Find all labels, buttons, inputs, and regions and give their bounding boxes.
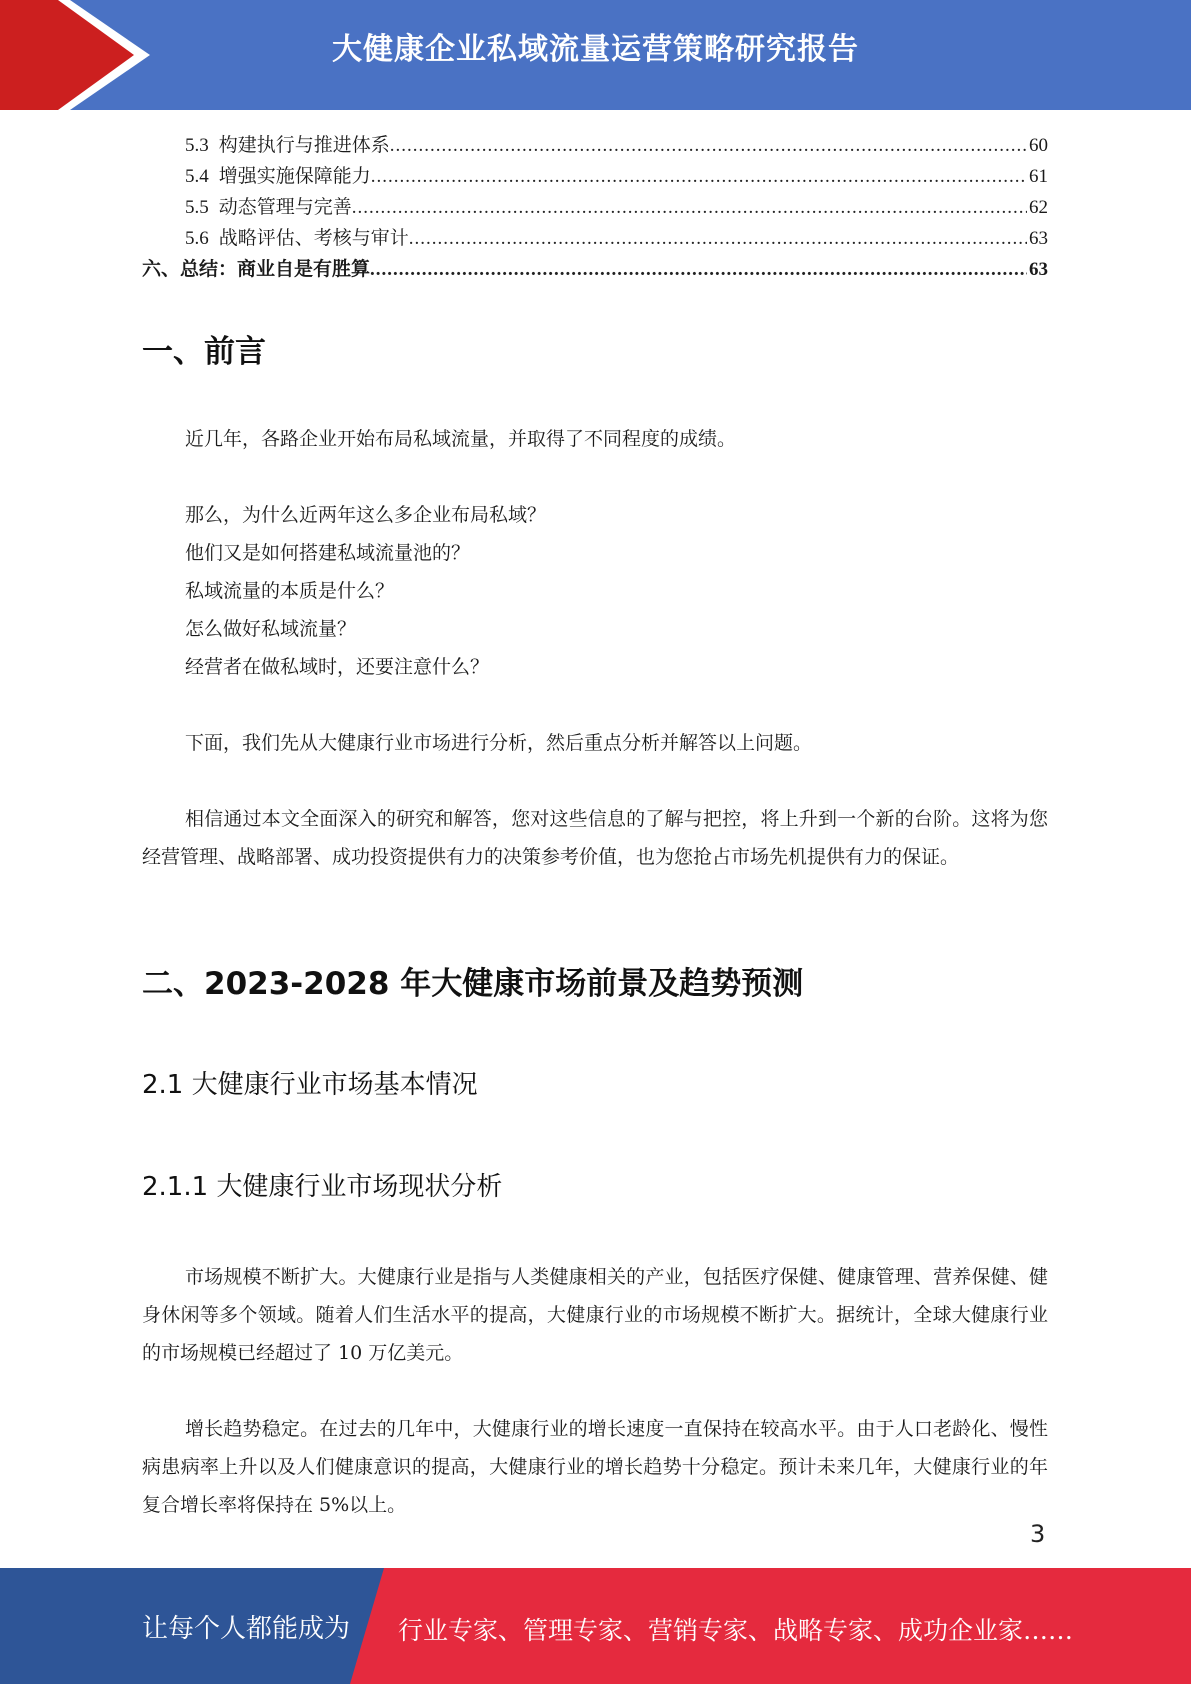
question-2: 他们又是如何搭建私域流量池的？ [185, 542, 471, 564]
footer-slogan-right: 行业专家、管理专家、营销专家、战略专家、成功企业家…… [398, 1616, 1074, 1645]
toc-entry[interactable] [142, 130, 1048, 161]
chapter-2-heading: 二、2023-2028 年大健康市场前景及趋势预测 [142, 966, 804, 1002]
toc-entry-page: 63 [1029, 259, 1048, 280]
toc-leader-dots [371, 166, 1027, 188]
toc-entry-number: 5.6 [185, 228, 209, 249]
toc-entry[interactable] [142, 254, 1048, 285]
toc-entry-page: 60 [1029, 135, 1048, 156]
toc-entry-label: 六、总结：商业自是有胜算 [142, 259, 371, 280]
toc-entry-number: 5.4 [185, 166, 209, 187]
toc-entry[interactable] [142, 223, 1048, 254]
toc-leader-dots [409, 228, 1027, 250]
toc-entry-page: 63 [1029, 228, 1048, 249]
toc-entry-number: 5.3 [185, 135, 209, 156]
toc-entry-label: 增强实施保障能力 [218, 166, 371, 187]
question-5: 经营者在做私域时，还要注意什么？ [185, 656, 490, 678]
toc-entry[interactable] [142, 192, 1048, 223]
preface-paragraph-2: 下面，我们先从大健康行业市场进行分析，然后重点分析并解答以上问题。 [185, 732, 813, 754]
page-number: 3 [1030, 1520, 1046, 1548]
market-scale-paragraph: 市场规模不断扩大。大健康行业是指与人类健康相关的产业，包括医疗保健、健康管理、营养保健、健身休闲等多个领域。随着人们生活水平的提高，大健康行业的市场规模不断扩大。据统计，全球大健康行业的市场规模已经超过了 10 万亿美元。 [142, 1266, 1048, 1364]
toc-leader-dots [352, 197, 1027, 219]
toc-entry-page: 61 [1029, 166, 1048, 187]
page-footer [0, 1568, 1191, 1684]
question-4: 怎么做好私域流量？ [185, 618, 357, 640]
toc-leader-dots [370, 259, 1027, 281]
toc-entry-label: 动态管理与完善 [218, 197, 352, 218]
preface-heading: 一、前言 [142, 334, 266, 370]
toc-entry-number: 5.5 [185, 197, 209, 218]
report-title: 大健康企业私域流量运营策略研究报告 [332, 32, 859, 67]
growth-trend-paragraph: 增长趋势稳定。在过去的几年中，大健康行业的增长速度一直保持在较高水平。由于人口老龄化、慢性病患病率上升以及人们健康意识的提高，大健康行业的增长趋势十分稳定。预计未来几年，大健康行业的年复合增长率将保持在 5%以上。 [142, 1418, 1048, 1516]
footer-slogan-left: 让每个人都能成为 [142, 1614, 351, 1644]
toc-entry-label: 构建执行与推进体系 [218, 135, 390, 156]
table-of-contents [142, 130, 1048, 285]
toc-leader-dots [390, 135, 1027, 157]
toc-entry[interactable] [142, 161, 1048, 192]
preface-paragraph-3: 相信通过本文全面深入的研究和解答，您对这些信息的了解与把控，将上升到一个新的台阶。这将为您经营管理、战略部署、成功投资提供有力的决策参考价值，也为您抢占市场先机提供有力的保证。 [142, 808, 1048, 868]
preface-paragraph-1: 近几年，各路企业开始布局私域流量，并取得了不同程度的成绩。 [185, 428, 737, 450]
section-2-1-1-heading: 2.1.1 大健康行业市场现状分析 [142, 1172, 503, 1202]
page-header [0, 0, 1191, 110]
section-2-1-heading: 2.1 大健康行业市场基本情况 [142, 1070, 478, 1100]
toc-entry-page: 62 [1029, 197, 1048, 218]
question-1: 那么，为什么近两年这么多企业布局私域？ [185, 504, 547, 526]
toc-entry-label: 战略评估、考核与审计 [218, 228, 409, 249]
question-3: 私域流量的本质是什么？ [185, 580, 395, 602]
